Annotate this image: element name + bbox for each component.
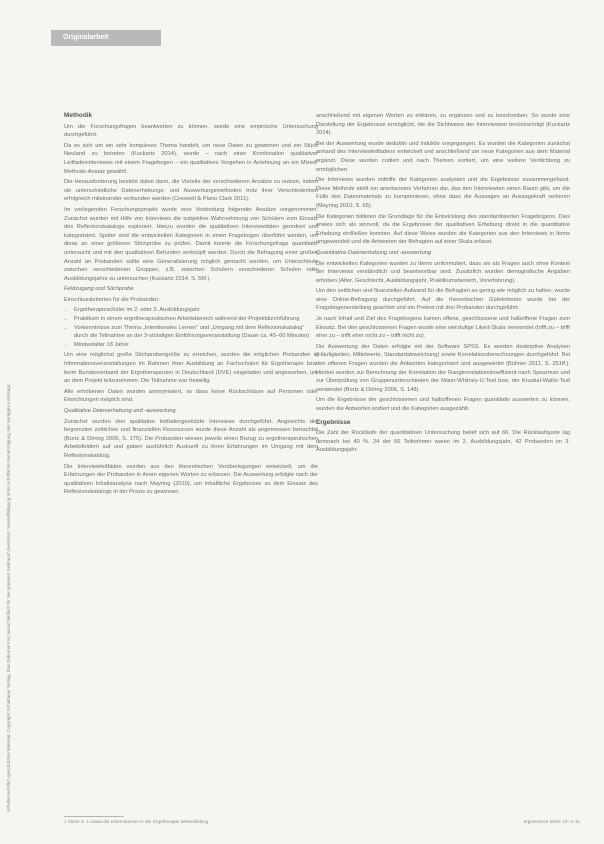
journal-citation: ergoscience 2015; 10: 2–11 [523, 819, 580, 824]
footnote: 1 Siehe S. 1 sowie die Informationen in der Ergotherapie Weiterbildung [64, 819, 209, 824]
paragraph: Die Kategorien bildeten die Grundlage für die Entwicklung des standardisierten Fragebogens. Dies erwies sich als sinnvoll, da die Ergebnisse der qualitativen Erhebung direkt in die quantitative Erhebung einfließen konnten. Auf diese Weise wurden die Kategorien aus den Interviews in Items umgewandelt und die Antworten der Befragten auf einer Skala erfasst. [316, 213, 570, 246]
list-item: • Vorkenntnisse zum Thema „Intentionales Lernen“ und „Umgang mit dem Reflexionskatalog“ durch die Teilnahme an der 3-stündigen Einführungsveranstaltung (Dauer ca. 45–60 Minuten) [74, 324, 318, 341]
right-column [316, 112, 570, 802]
results-heading: Ergebnisse [316, 418, 351, 426]
list-item: • Praktikum in einem ergotherapeutischen Arbeitsbereich während der Projektdurchführung [74, 315, 318, 324]
footnote-divider [64, 816, 124, 817]
paragraph: Im vorliegenden Forschungsprojekt wurde eine Verbindung folgender Ansätze vorgenommen: Zunächst wurden mit Hilfe von Interviews die subjektive Wahrnehmung von Schülern zum Einsatz des Reflexionskatalogs exploriert. Hierzu wurden die qualitativen Interviewdaten geordnet und kategorisiert. Später sind die entwickelten Kategorien in einen Fragebogen überführt worden, um diese an einer größeren Stichprobe zu prüfen. Damit konnte die Forschungsfrage quantitativ untersucht und mit den qualitativen Befunden verknüpft werden. Durch die Befragung einer großen Anzahl an Probanden sollte eine Generalisierung möglich gemacht werden, um Unterschiede zwischen verschiedenen Gruppen, z.B. zwischen Schülern verschiedener Schulen oder Ausbildungsjahre zu untersuchen (Kuckartz 2014, S. 56f.). [64, 206, 318, 282]
quantitative-heading: Quantitative Datenerhebung und -auswertung [316, 249, 432, 256]
paragraph: Um eine möglichst große Stichprobengröße zu erreichen, wurden die möglichen Probanden in Informationsveranstaltungen im Rahmen ihrer Ausbildung an Fachschulen für Ergotherapie bzw. beim Bundesverband der Ergotherapeuten in Deutschland (DVE) eingeladen und angeworben, um an dem Projekt teilzunehmen. Die Teilnahme war freiwillig. [64, 352, 318, 385]
paragraph: Um die Forschungsfragen beantworten zu können, wurde eine empirische Untersuchung durchgeführt. [64, 123, 318, 139]
paragraph: Die Herausforderung besteht dabei darin, die Vorteile der verschiedenen Ansätze zu nutzen, indem sie unterschiedliche Datenerhebungs- und Auswertungsmethoden trotz ihrer Verschiedenheit erfolgreich miteinander verbunden werden (Creswell & Plano Clark 2011). [64, 179, 318, 203]
sample-heading: Feldzugang und Stichprobe [64, 286, 134, 293]
list-item: • Mindestalter 18 Jahre [74, 341, 318, 350]
paragraph: anschließend mit eigenen Worten zu erklären, zu ergänzen und zu beschreiben. So wurde eine Darstellung der Ergebnisse ermöglicht, die die Sichtweise der Interviewten berücksichtigt (Kuckartz 2014). [316, 113, 570, 137]
paragraph: Die Zahl der Rückläufe der quantitativen Untersuchung belief sich auf 66. Die Rücklaufquote lag demnach bei 40 %. 24 der 66 Teilnehmer waren im 2. Ausbildungsjahr, 42 Probanden im 3. Ausbildungsjahr. [316, 430, 570, 454]
paragraph: Zunächst wurden drei qualitative leitfadengestützte Interviews durchgeführt. Angesichts der begrenzten zeitlichen und finanziellen Ressourcen wurde diese Anzahl als angemessen betrachtet (Bortz & Döring 2006, S. 175). Die Probanden wiesen jeweils einen Bezug zu ergotherapeutischen Arbeitsfeldern auf und gaben ausführlich Auskunft zu ihren Erfahrungen im Umgang mit dem Reflexionskatalog. [64, 418, 318, 459]
paragraph: Um den zeitlichen und finanziellen Aufwand für die Befragten so gering wie möglich zu halten, wurde eine Online-Befragung durchgeführt. Auf die theoretischen Gütekriterien wurde bei der Fragebogenerstellung geachtet und ein Pretest mit drei Probanden durchgeführt. [316, 288, 570, 312]
left-column [64, 112, 318, 802]
paragraph: Einschlusskriterien für die Probanden: [64, 296, 160, 303]
paragraph: Die entwickelten Kategorien wurden zu Items umformuliert, dass sie als Fragen auch ohne Kontext der Interviews verständlich und beantwortbar sind. Zusätzlich wurden demografische Angaben erhoben (Alter, Geschlecht, Ausbildungsjahr, Praktikumsbereich, Vorerfahrung). [316, 260, 570, 284]
criteria-list [64, 306, 318, 349]
paragraph: Die Interviews wurden mithilfe der Kategorien analysiert und die Ergebnisse zusammengefasst. Diese Methode stellt ein anerkanntes Verfahren dar, das den Interviewten einen Raum gibt, um die Fülle des Datenmaterials zu komprimieren, ohne dass die Aussagen an Aussagekraft verlieren (Mayring 2010, S. 65). [316, 177, 570, 209]
section-tab: Originalarbeit [51, 30, 161, 46]
methods-heading: Methodik [64, 112, 93, 119]
paragraph: Alle erhobenen Daten wurden anonymisiert, so dass keine Rückschlüsse auf Personen oder Einrichtungen möglich sind. [64, 388, 318, 404]
paragraph: Je nach Inhalt und Ziel des Fragebogens kamen offene, geschlossene und halboffene Fragen zum Einsatz. Bei den geschlossenen Fragen wurde eine vierstufige Likert-Skala verwendet (trifft zu – trifft eher zu – trifft eher nicht zu – trifft nicht zu). [316, 316, 570, 340]
paragraph: Die Auswertung der Daten erfolgte mit der Software SPSS. Es wurden deskriptive Analysen (Häufigkeiten, Mittelwerte, Standardabweichung) sowie Korrelationsberechnungen durchgeführt. Bei den offenen Fragen wurden die Antworten kategorisiert und ausgewertet (Bühner 2011, S. 251ff.). Hierbei wurden zur Berechnung der Korrelation der Rangkorrelationskoeffizient nach Spearman und zur Überprüfung von Gruppenunterschieden der Mann-Whitney-U-Test bzw. der Kruskal-Wallis-Test verwendet (Bortz & Döring 2006, S. 148). [316, 343, 570, 393]
list-item: • Ergotherapieschüler im 2. oder 3. Ausbildungsjahr [74, 306, 318, 315]
paragraph: Bei der Auswertung wurde deduktiv und induktiv vorgegangen. Es wurden die Kategorien zunächst anhand des Interviewleitfadens entwickelt und anschließend um neue Kategorien aus dem Material ergänzt. Diese wurden codiert und nach Themen sortiert, um eine weitere Verdichtung zu ermöglichen. [316, 140, 570, 173]
paragraph: Da es sich um ein sehr komplexes Thema handelt, um neue Daten zu gewinnen und ein Stück Neuland zu betreten (Kuckartz 2014), wurde – nach einer Kombination qualitativer Leitfadeninterviews mit einem Fragebogen – ein qualitatives Vorgehen in Anlehnung an ein Mixed-Methods-Ansatz gewählt. [64, 142, 318, 175]
paragraph: Um die Ergebnisse der geschlossenen und halboffenen Fragen quantitativ auswerten zu können, wurden die Antworten kodiert und die Kategorien ausgezählt. [316, 397, 570, 412]
paragraph: Die Interviewleitfäden wurden aus den theoretischen Vorüberlegungen entwickelt, um die Erfahrungen der Probanden in ihrem eigenen Worten zu erfassen. Die Auswertung erfolgte nach der qualitativen Inhaltsanalyse nach Mayring (2010), um inhaltliche Ergebnisse zu dem Einsatz des Reflexionskatalogs in der Praxis zu gewinnen. [64, 463, 318, 496]
qualitative-heading: Qualitative Datenerhebung und -auswertung [64, 408, 176, 414]
copyright-margin-note: Urheberrechtlich geschütztes Material. Copyright Schattauer Verlag. Das Dokument ist ausschließlich für den privaten Gebrauch bestimmt. Vervielfältigung ohne schriftliche Genehmigung des Verlages untersagt. [6, 383, 11, 812]
